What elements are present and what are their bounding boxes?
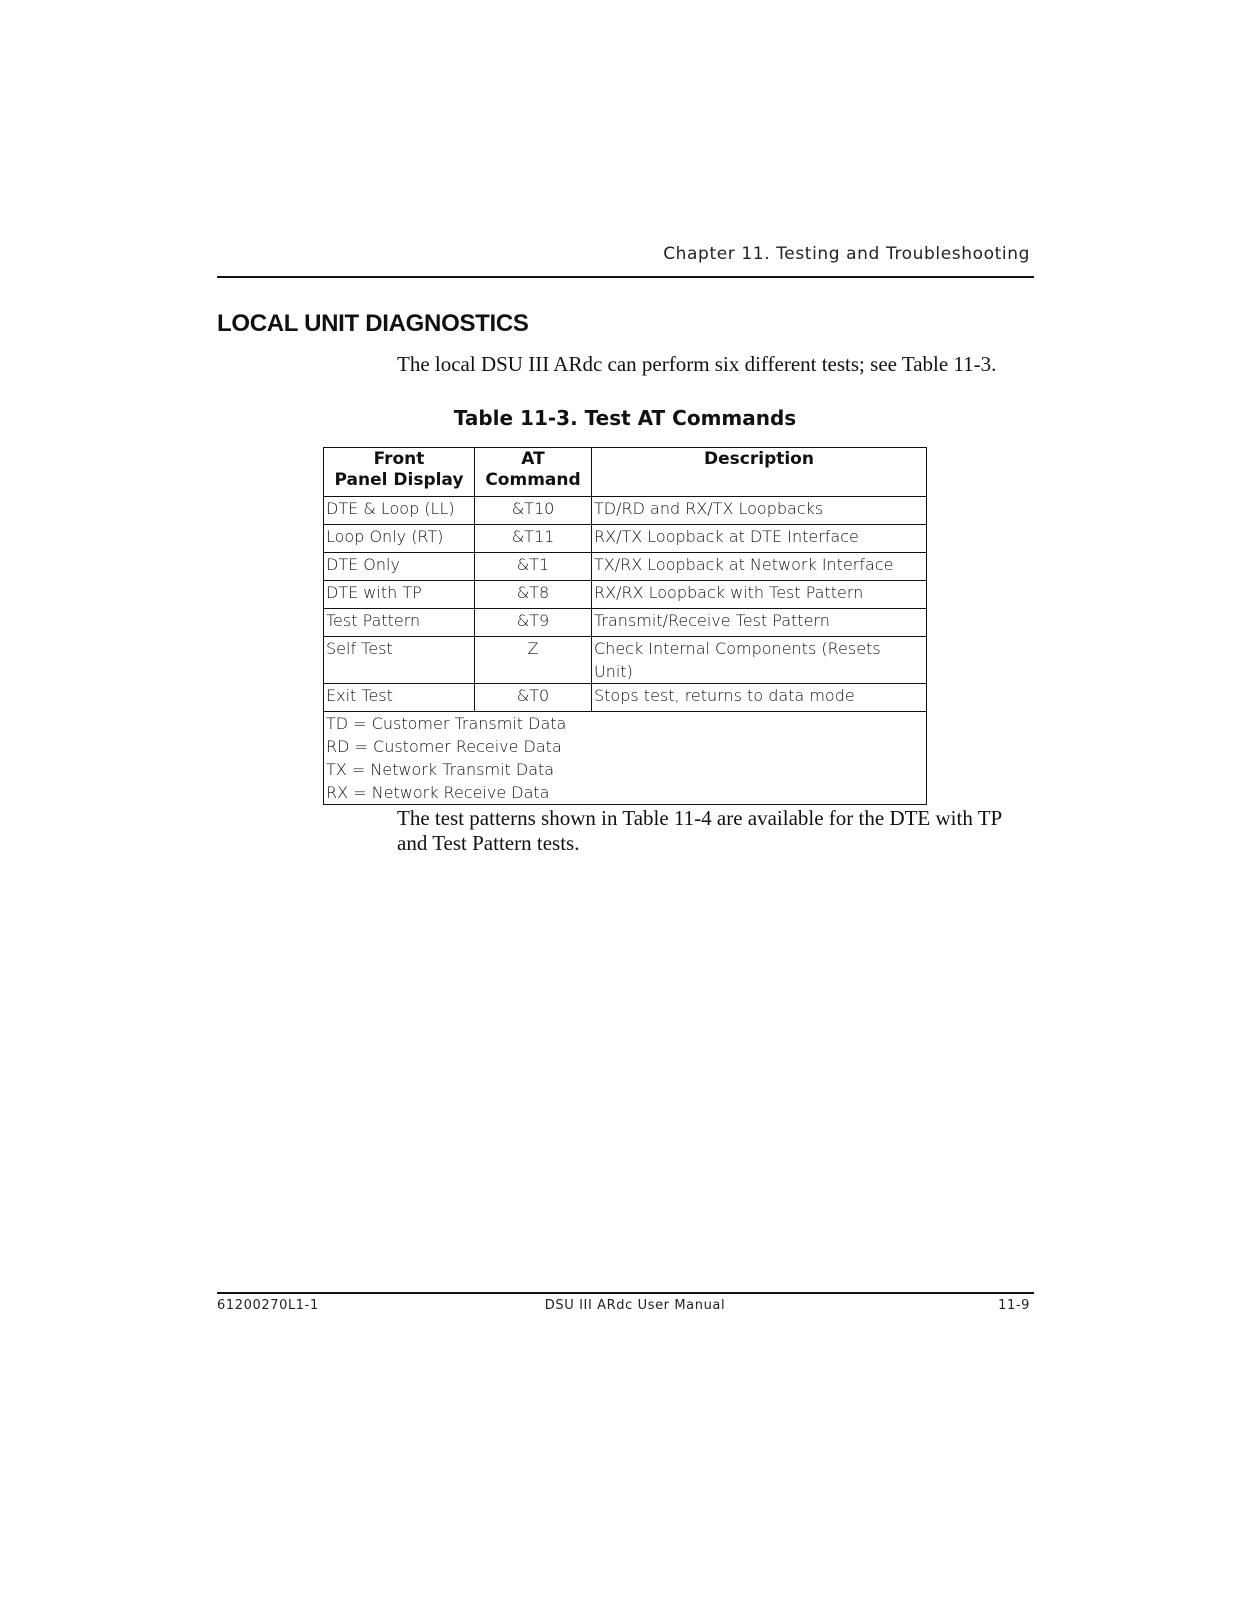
header-at-line1: AT [521, 449, 545, 469]
header-rule [217, 276, 1034, 278]
section-title: LOCAL UNIT DIAGNOSTICS [217, 310, 529, 337]
header-description: Description [592, 448, 927, 497]
header-front-panel-display [324, 448, 475, 497]
cell-display: Exit Test [324, 684, 475, 712]
table-row [324, 525, 927, 553]
chapter-header: Chapter 11. Testing and Troubleshooting [663, 244, 1030, 264]
cell-display: DTE & Loop (LL) [324, 497, 475, 525]
footer-rule [217, 1292, 1034, 1294]
cell-display: Loop Only (RT) [324, 525, 475, 553]
cell-command: &T11 [475, 525, 592, 553]
cell-command: &T9 [475, 609, 592, 637]
note-line: TD = Customer Transmit Data [326, 714, 567, 733]
table-row [324, 609, 927, 637]
table-notes [324, 712, 927, 805]
cell-display: DTE Only [324, 553, 475, 581]
cell-command: &T10 [475, 497, 592, 525]
cell-description: TD/RD and RX/TX Loopbacks [592, 497, 927, 525]
cell-description: RX/TX Loopback at DTE Interface [592, 525, 927, 553]
table-row [324, 684, 927, 712]
cell-command: &T8 [475, 581, 592, 609]
table-notes-row [324, 712, 927, 805]
cell-description: Transmit/Receive Test Pattern [592, 609, 927, 637]
test-at-commands-table [323, 447, 927, 805]
footer-manual-title: DSU III ARdc User Manual [544, 1298, 726, 1313]
header-at-line2: Command [485, 470, 581, 490]
cell-display: Self Test [324, 637, 475, 684]
header-at-command [475, 448, 592, 497]
cell-display: DTE with TP [324, 581, 475, 609]
table-row [324, 581, 927, 609]
cell-command: &T0 [475, 684, 592, 712]
cell-command: &T1 [475, 553, 592, 581]
note-line: RX = Network Receive Data [326, 783, 550, 802]
header-front-line2: Panel Display [334, 470, 464, 490]
table-row [324, 637, 927, 684]
header-front-line1: Front [373, 449, 425, 469]
table-header-row [324, 448, 927, 497]
cell-description: Stops test, returns to data mode [592, 684, 927, 712]
footer-page-number: 11-9 [998, 1298, 1030, 1313]
table-row [324, 497, 927, 525]
note-line: RD = Customer Receive Data [326, 737, 562, 756]
cell-description: Check Internal Components (Resets Unit) [592, 637, 927, 684]
cell-command: Z [475, 637, 592, 684]
table-caption: Table 11-3. Test AT Commands [453, 406, 797, 430]
cell-description: RX/RX Loopback with Test Pattern [592, 581, 927, 609]
note-line: TX = Network Transmit Data [326, 760, 555, 779]
intro-paragraph: The local DSU III ARdc can perform six different tests; see Table 11-3. [397, 352, 997, 376]
cell-display: Test Pattern [324, 609, 475, 637]
after-table-paragraph: The test patterns shown in Table 11-4 are available for the DTE with TP and Test Pattern tests. [397, 806, 1002, 855]
footer-part-number: 61200270L1-1 [217, 1298, 319, 1313]
table-row [324, 553, 927, 581]
cell-description: TX/RX Loopback at Network Interface [592, 553, 927, 581]
